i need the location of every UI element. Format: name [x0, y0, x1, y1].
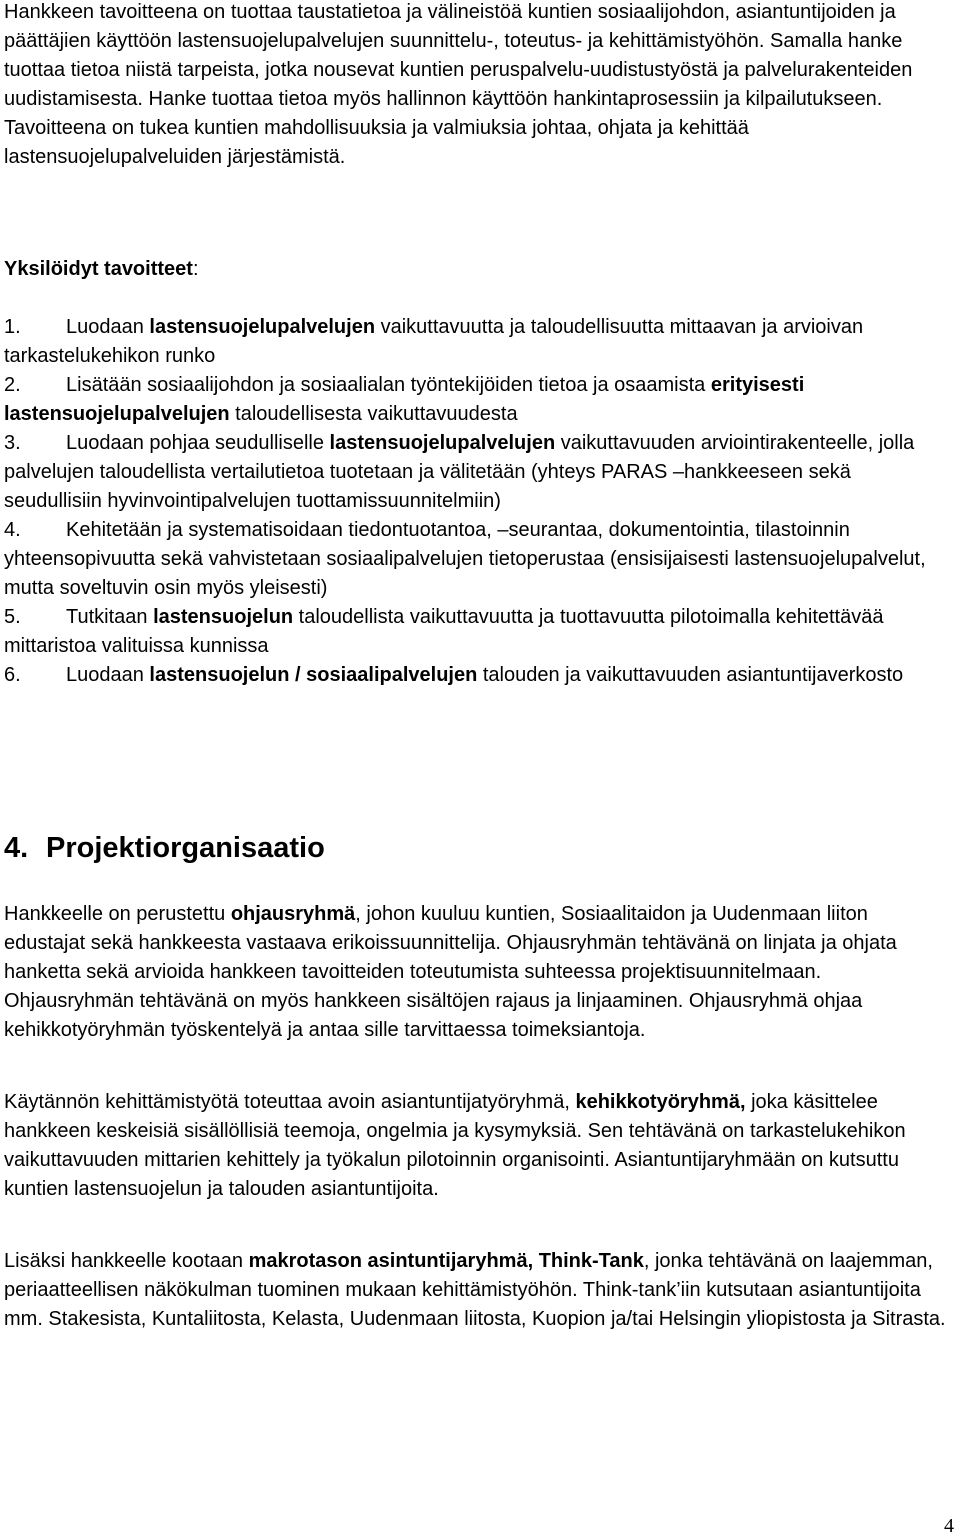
goal-number: 6.	[4, 664, 21, 686]
goals-list	[4, 313, 952, 690]
working-group-paragraph	[4, 1088, 952, 1204]
paragraph-emphasis: ohjausryhmä	[230, 903, 356, 925]
goal-text-rest: taloudellisesta vaikuttavuudesta	[229, 403, 518, 425]
goal-number: 2.	[4, 374, 21, 396]
paragraph-text: Käytännön kehittämistyötä toteuttaa avoin asiantuntijatyöryhmä,	[4, 1091, 576, 1113]
page-number: 4	[944, 1515, 954, 1537]
paragraph-emphasis: makrotason asintuntijaryhmä, Think-Tank	[248, 1250, 644, 1272]
goal-emphasis: lastensuojelun / sosiaalipalvelujen	[149, 664, 478, 686]
goal-text: Luodaan pohjaa seudulliselle	[66, 432, 330, 454]
goal-text: Luodaan	[66, 664, 150, 686]
goal-emphasis: lastensuojelun	[153, 606, 294, 628]
paragraph-text: Hankkeelle on perustettu	[4, 903, 231, 925]
goal-number: 4.	[4, 519, 21, 541]
goal-emphasis: lastensuojelupalvelujen	[149, 316, 376, 338]
goal-number: 5.	[4, 606, 21, 628]
goal-item-1	[4, 313, 952, 371]
goal-item-6	[4, 661, 952, 690]
goals-heading-colon: :	[192, 258, 199, 280]
goal-text: Tutkitaan	[66, 606, 154, 628]
paragraph-emphasis: kehikkotyöryhmä,	[575, 1091, 746, 1113]
goals-heading	[4, 258, 199, 281]
section-title-text: Projektiorganisaatio	[46, 832, 325, 864]
paragraph-text: Lisäksi hankkeelle kootaan	[4, 1250, 249, 1272]
steering-group-paragraph	[4, 900, 952, 1045]
goal-item-5	[4, 603, 952, 661]
goal-item-3	[4, 429, 952, 516]
paragraph-text-rest: joka käsittelee hankkeen keskeisiä sisällöllisiä teemoja, ongelmia ja kysymyksiä. Sen tehtävänä on tarkastelukehikon vaikuttavuuden mittarien kehittely ja työkalun pilotoinnin organisointi. Asiantuntijaryhmään on kutsuttu kuntien lastensuojelun ja talouden asiantuntijoita.	[4, 1091, 906, 1200]
paragraph-text-rest: , jonka tehtävänä on laajemman, periaatteellisen näkökulman tuominen mukaan kehittämistyöhön. Think-tank’iin kutsutaan asiantuntijoita mm. Stakesista, Kuntaliitosta, Kelasta, Uudenmaan liitosta, Kuopion ja/tai Helsingin yliopistosta ja Sitrasta.	[4, 1250, 946, 1330]
intro-paragraph: Hankkeen tavoitteena on tuottaa taustatietoa ja välineistöä kuntien sosiaalijohdon, asiantuntijoiden ja päättäjien käyttöön lastensuojelupalvelujen suunnittelu-, toteutus- ja kehittämistyöhön. Samalla hanke tuottaa tietoa niistä tarpeista, jotka nousevat kuntien peruspalvelu-uudistustyöstä ja palvelurakenteiden uudistamisesta. Hanke tuottaa tietoa myös hallinnon käyttöön hankintaprosessiin ja kilpailutukseen. Tavoitteena on tukea kuntien mahdollisuuksia ja valmiuksia johtaa, ohjata ja kehittää lastensuojelupalveluiden järjestämistä.	[4, 1, 913, 168]
goal-text-rest: taloudellista vaikuttavuutta ja tuottavuutta pilotoimalla kehitettävää mittaristoa valituissa kunnissa	[4, 606, 884, 657]
goals-heading-text: Yksilöidyt tavoitteet	[4, 258, 193, 280]
goal-text: Kehitetään ja systematisoidaan tiedontuotantoa, –seurantaa, dokumentointia, tilastoinnin yhteensopivuutta sekä vahvistetaan sosiaalipalvelujen tietoperustaa (ensisijaisesti lastensuojelupalvelut, mutta soveltuvin osin myös yleisesti)	[4, 519, 926, 599]
goal-text: Lisätään sosiaalijohdon ja sosiaalialan työntekijöiden tietoa ja osaamista	[66, 374, 711, 396]
goal-text-rest: vaikuttavuuden arviointirakenteelle, jolla palvelujen taloudellista vertailutietoa tuotetaan ja välitetään (yhteys PARAS –hankkeeseen sekä seudullisiin hyvinvointipalvelujen tuottamissuunnitelmiin)	[4, 432, 915, 512]
section-heading	[4, 832, 325, 865]
goal-number: 1.	[4, 316, 21, 338]
goal-item-4	[4, 516, 952, 603]
goal-item-2	[4, 371, 952, 429]
goal-text: Luodaan	[66, 316, 150, 338]
think-tank-paragraph	[4, 1247, 952, 1334]
paragraph-text-rest: , johon kuuluu kuntien, Sosiaalitaidon ja Uudenmaan liiton edustajat sekä hankkeesta vastaava erikoissuunnittelija. Ohjausryhmän tehtävänä on linjata ja ohjata hanketta sekä arvioida hankkeen tavoitteiden toteutumista suhteessa projektisuunnitelmaan. Ohjausryhmän tehtävänä on myös hankkeen sisältöjen rajaus ja linjaaminen. Ohjausryhmä ohjaa kehikkotyöryhmän työskentelyä ja antaa sille tarvittaessa toimeksiantoja.	[4, 903, 897, 1041]
goal-text-rest: talouden ja vaikuttavuuden asiantuntijaverkosto	[477, 664, 904, 686]
goal-emphasis: lastensuojelupalvelujen	[329, 432, 556, 454]
goal-emphasis: erityisesti lastensuojelupalvelujen	[4, 374, 805, 425]
goal-number: 3.	[4, 432, 21, 454]
section-number: 4.	[4, 832, 29, 864]
goal-text-rest: vaikuttavuutta ja taloudellisuutta mittaavan ja arvioivan tarkastelukehikon runko	[4, 316, 864, 367]
